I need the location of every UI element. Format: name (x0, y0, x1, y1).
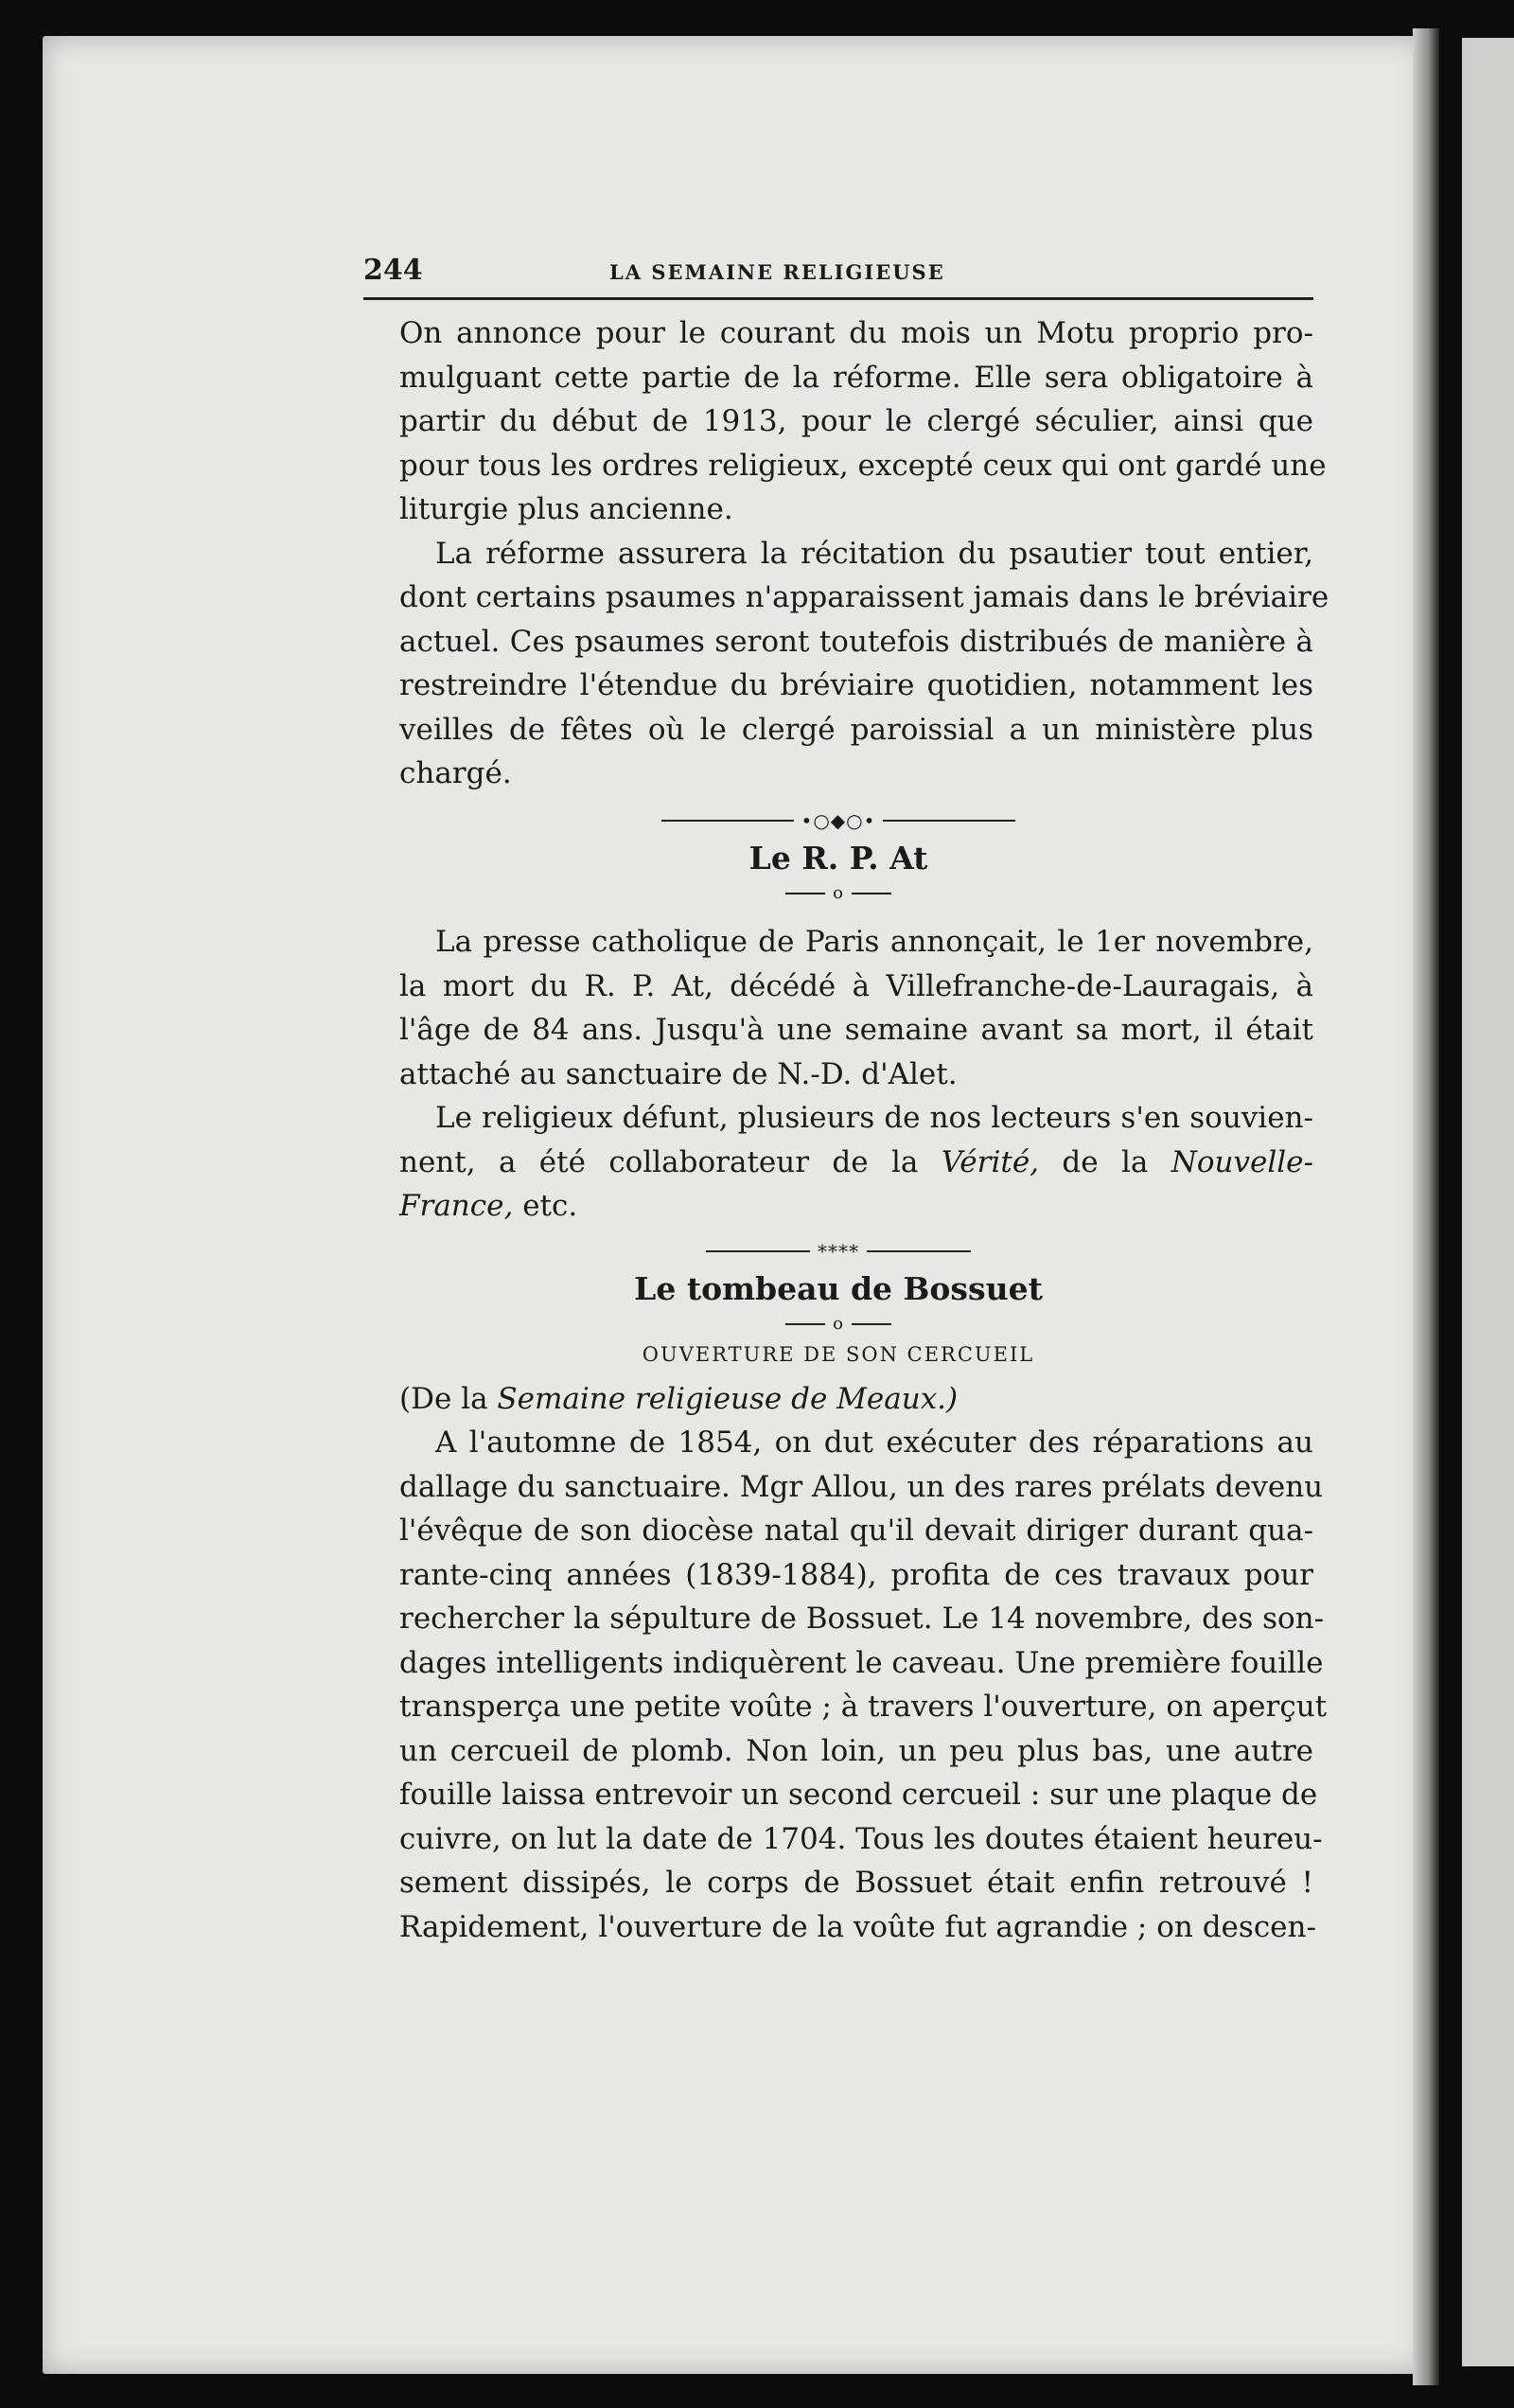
text-line: A l'automne de 1854, on dut exécuter des réparations au (435, 1425, 1313, 1460)
section-title-bossuet: Le tombeau de Bossuet (634, 1270, 1043, 1307)
title-separator (363, 882, 1313, 905)
journal-name: Vérité, (941, 1144, 1040, 1179)
text-line: l'évêque de son diocèse natal qu'il devait diriger durant qua- (399, 1514, 1313, 1548)
title-separator (363, 1313, 1313, 1336)
text-line: dallage du sanctuaire. Mgr Allou, un des rares prélats devenu (399, 1469, 1324, 1504)
text-run: de la (1039, 1144, 1171, 1179)
text-line: partir du début de 1913, pour le clergé séculier, ainsi que (399, 404, 1313, 438)
text-run: etc. (513, 1189, 578, 1223)
text-line: rechercher la sépulture de Bossuet. Le 14 novembre, des son- (399, 1602, 1325, 1636)
text-line: On annonce pour le courant du mois un Motu proprio pro- (399, 316, 1313, 350)
paragraph-rp-at-2 (363, 1096, 1313, 1229)
header-rule (363, 297, 1313, 300)
paragraph-reform-2 (363, 532, 1329, 796)
text-line: pour tous les ordres religieux, excepté ceux qui ont gardé une (399, 448, 1327, 483)
separator-mark: o (833, 1314, 844, 1334)
text-line: liturgie plus ancienne. (399, 492, 733, 526)
text-line: La réforme assurera la récitation du psautier tout entier, (435, 536, 1313, 571)
section-title-rp-at: Le R. P. At (748, 840, 928, 876)
page-number: 244 (363, 254, 423, 287)
text-line: restreindre l'étendue du bréviaire quotidien, notamment les (399, 668, 1313, 702)
text-line: rante-cinq années (1839-1884), profita de ces travaux pour (399, 1557, 1313, 1592)
text-run: (De la (399, 1382, 498, 1416)
text-line: mulguant cette partie de la réforme. Elle sera obligatoire à (399, 360, 1313, 395)
page-content (363, 254, 1329, 1949)
text-line: transperça une petite voûte ; à travers l'ouverture, on aperçut (399, 1690, 1328, 1724)
separator-line (785, 893, 825, 894)
separator-ornament: **** (818, 1240, 859, 1263)
separator-line (706, 1250, 810, 1252)
text-line: l'âge de 84 ans. Jusqu'à une semaine avant sa mort, il était (399, 1013, 1313, 1047)
separator-ornament: •○◆○• (801, 809, 876, 832)
separator-line (661, 820, 794, 822)
text-line (363, 1184, 1313, 1229)
source-name: Semaine religieuse de Meaux.) (497, 1382, 959, 1416)
text-line: chargé. (399, 756, 512, 790)
paragraph-reform-1 (363, 311, 1327, 532)
text-run: nent, a été collaborateur de la (399, 1144, 942, 1179)
running-header (363, 254, 1313, 297)
journal-name: France, (399, 1189, 514, 1223)
adjacent-page-edge (1462, 38, 1514, 2366)
separator-line (852, 893, 891, 894)
text-line: la mort du R. P. At, décédé à Villefranche-de-Lauragais, à (399, 968, 1313, 1003)
text-line: Rapidement, l'ouverture de la voûte fut agrandie ; on descen- (399, 1909, 1316, 1944)
section-subtitle: OUVERTURE DE SON CERCUEIL (642, 1343, 1035, 1366)
source-citation (363, 1377, 1313, 1421)
journal-name: Nouvelle- (1171, 1144, 1313, 1179)
text-line: sement dissipés, le corps de Bossuet était enfin retrouvé ! (399, 1866, 1313, 1900)
text-line: veilles de fêtes où le clergé paroissial a un ministère plus (399, 712, 1313, 747)
separator-line (883, 820, 1015, 822)
text-line: Le religieux défunt, plusieurs de nos lecteurs s'en souvien- (435, 1101, 1313, 1135)
separator-line (867, 1250, 971, 1252)
text-line (363, 1141, 1313, 1185)
text-line: un cercueil de plomb. Non loin, un peu plus bas, une autre (399, 1733, 1313, 1768)
asterisk-separator (363, 1236, 1313, 1266)
text-line: La presse catholique de Paris annonçait, le 1er novembre, (435, 925, 1313, 959)
text-line: attaché au sanctuaire de N.-D. d'Alet. (399, 1056, 958, 1091)
paragraph-bossuet-1 (363, 1421, 1328, 1949)
text-line: actuel. Ces psaumes seront toutefois distribués de manière à (399, 624, 1313, 659)
separator-mark: o (833, 883, 844, 903)
ornament-separator (363, 806, 1313, 836)
text-line: cuivre, on lut la date de 1704. Tous les doutes étaient heureu- (399, 1821, 1323, 1856)
text-line: fouille laissa entrevoir un second cercueil : sur une plaque de (399, 1778, 1318, 1812)
running-title: LA SEMAINE RELIGIEUSE (609, 260, 945, 284)
separator-line (852, 1323, 891, 1325)
separator-line (785, 1323, 825, 1325)
text-line: dages intelligents indiquèrent le caveau. Une première fouille (399, 1645, 1324, 1680)
paragraph-rp-at-1 (363, 920, 1313, 1096)
text-line: dont certains psaumes n'apparaissent jamais dans le bréviaire (399, 580, 1329, 614)
book-gutter (1413, 28, 1439, 2385)
